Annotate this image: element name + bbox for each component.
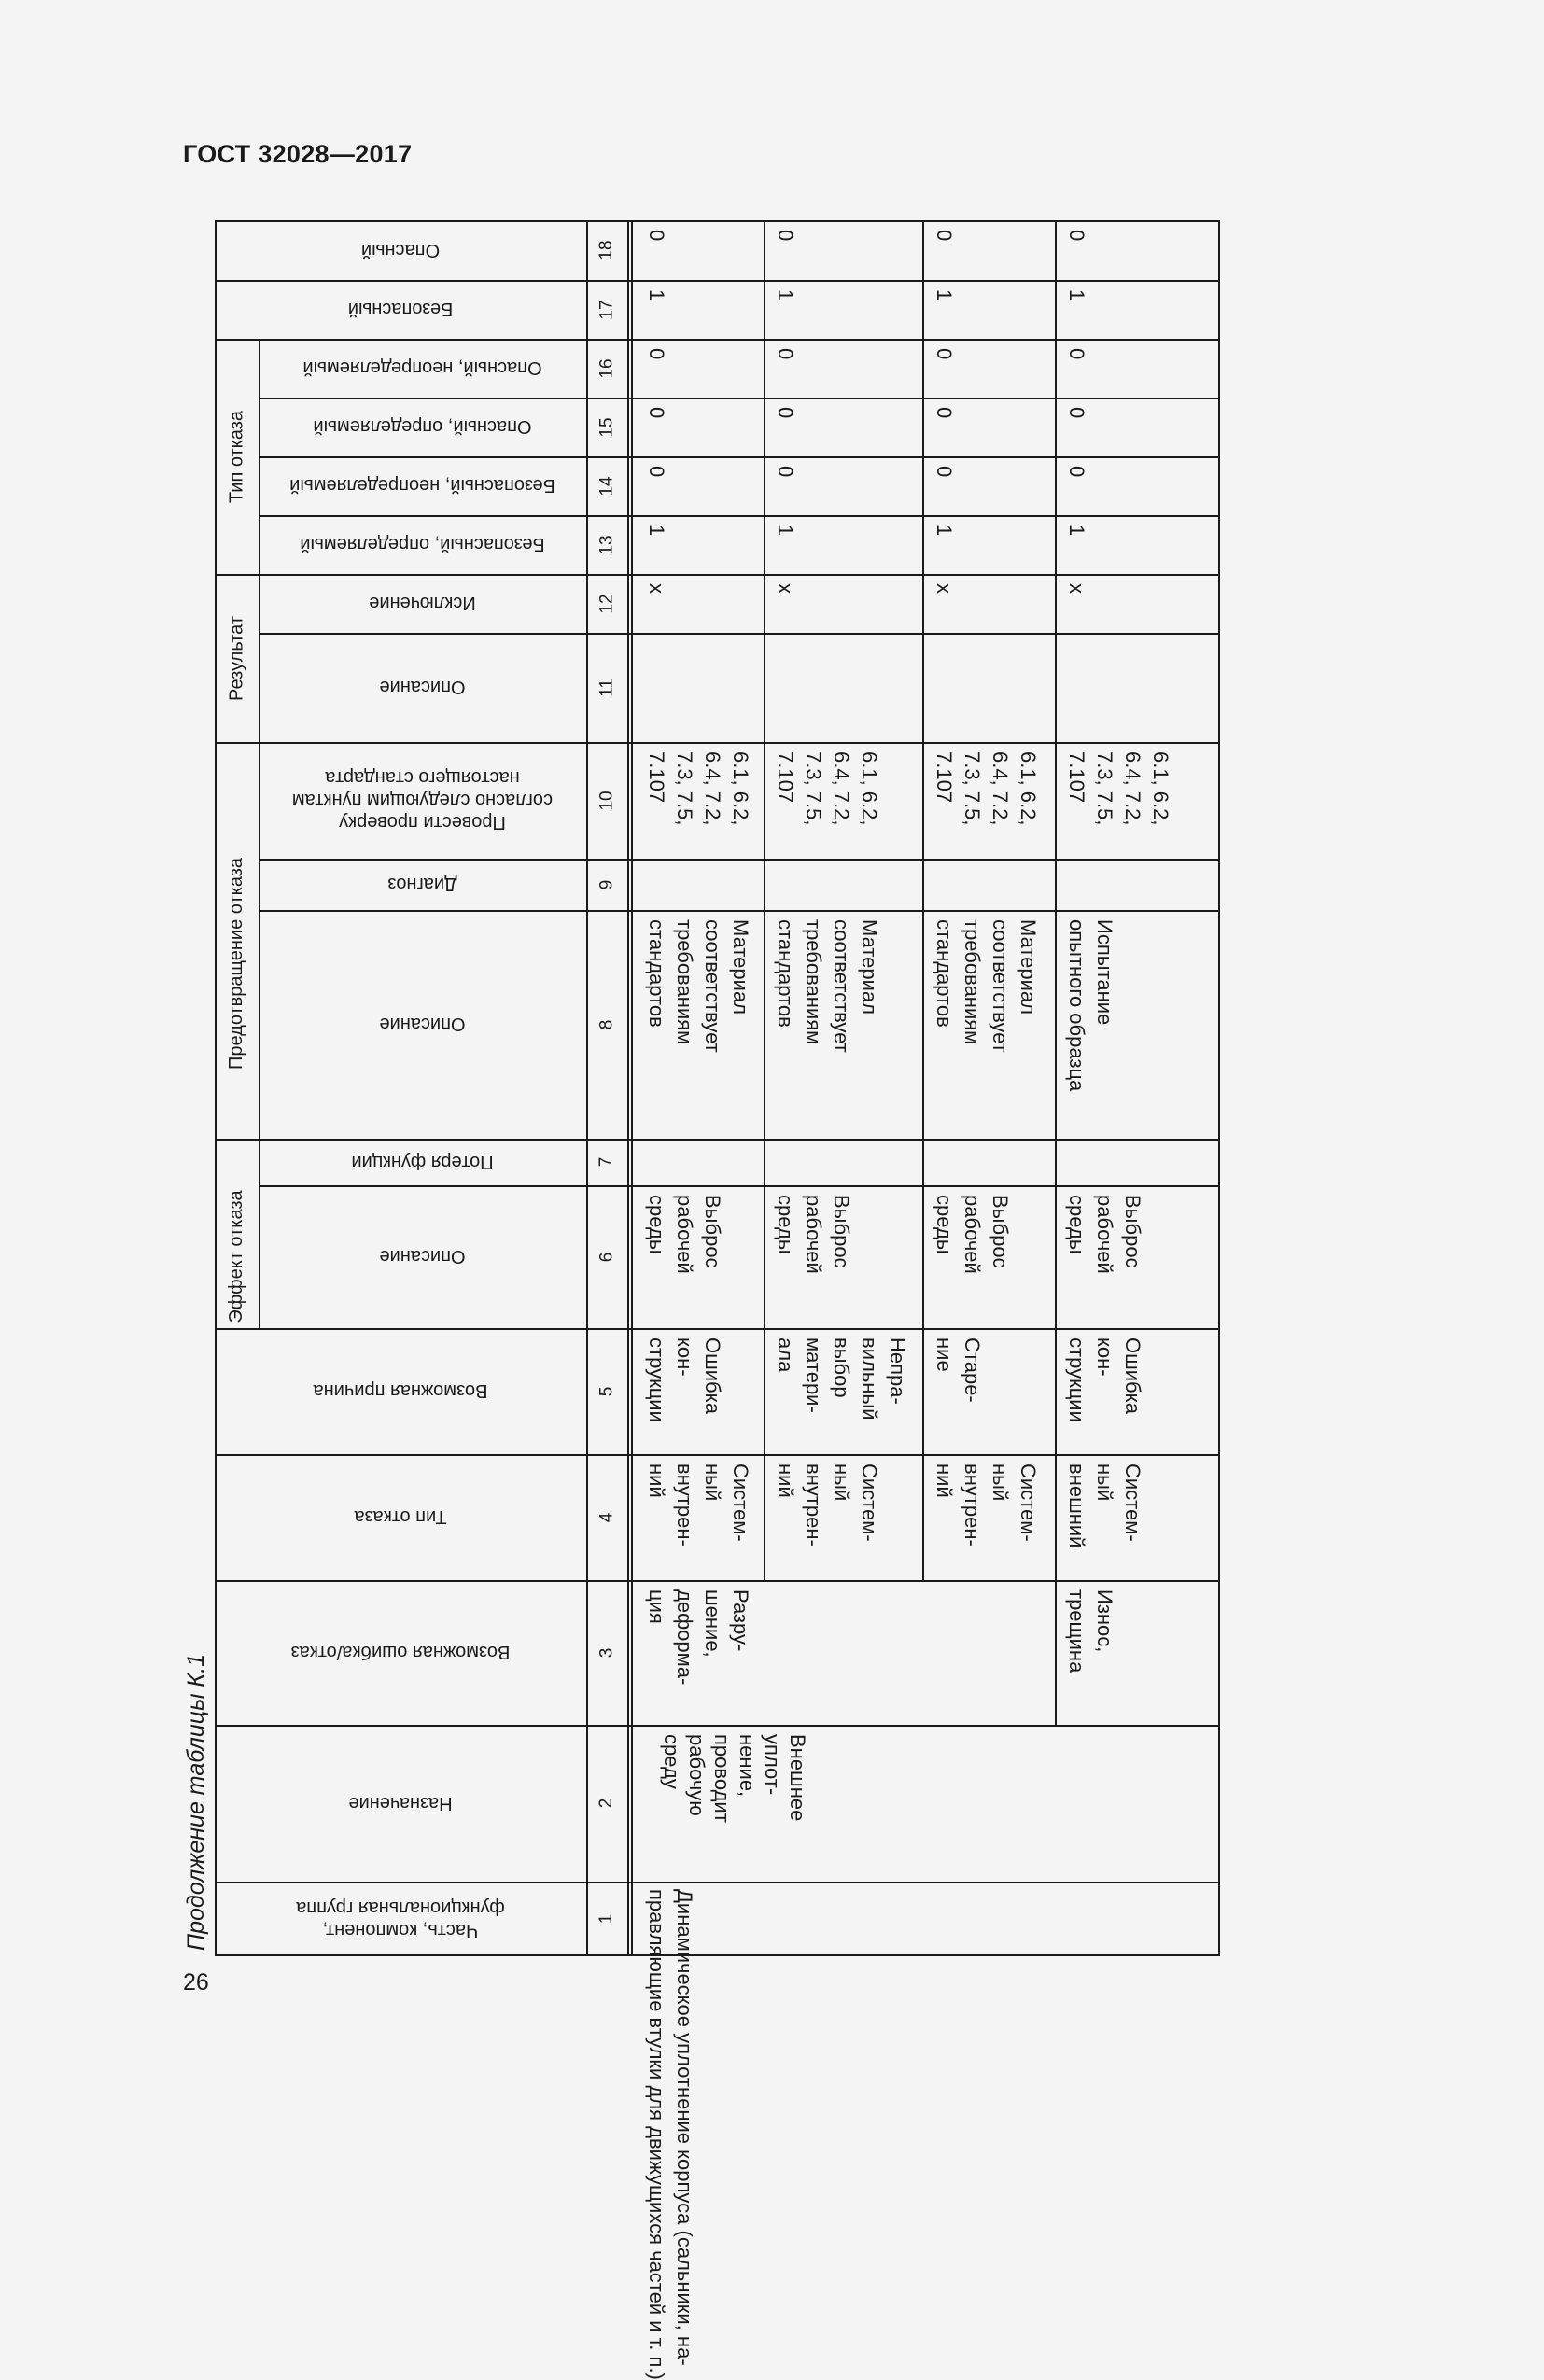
column-number-15: 15 [597, 416, 616, 438]
cell-r3-c10: 6.1, 6.2, 6.4, 7.2, 7.3, 7.5, 7.107 [933, 751, 1040, 826]
group-label-result: Результат [226, 615, 246, 701]
cell-r2-c10: 6.1, 6.2, 6.4, 7.2, 7.3, 7.5, 7.107 [774, 751, 881, 826]
number-separator-b [631, 220, 633, 1956]
column-header-8: Описание [379, 1014, 466, 1035]
cell-r2-c16: 0 [774, 348, 797, 360]
cell-r4-c10: 6.1, 6.2, 6.4, 7.2, 7.3, 7.5, 7.107 [1065, 751, 1172, 826]
group-label-failure-type: Тип отказа [226, 410, 246, 503]
column-header-5: Возможная причина [313, 1380, 488, 1402]
column-number-18: 18 [597, 240, 616, 260]
cell-r2-c8: Материал соответствует требованиям стандартов [774, 919, 881, 1053]
column-number-4: 4 [597, 1512, 616, 1522]
column-header-2: Назначение [348, 1793, 453, 1813]
cell-r4-c8: Испытание опытного образца [1065, 919, 1116, 1092]
column-header-14: Безопасный, неопределяемый [289, 475, 555, 497]
cell-r3-c4: Систем- ный внутрен- ний [933, 1463, 1040, 1547]
row-separator-2 [922, 220, 924, 1580]
cell-r4-c5: Ошибка кон- струкции [1065, 1337, 1144, 1422]
cell-r4-c18: 0 [1065, 230, 1088, 242]
column-number-3: 3 [597, 1647, 616, 1658]
cell-r1-c16: 0 [645, 348, 668, 360]
cell-error-destruction: Разру- шение, деформа- ция [645, 1589, 752, 1686]
row-separator-1 [764, 220, 765, 1580]
column-number-16: 16 [597, 357, 616, 379]
cell-r2-c15: 0 [774, 407, 797, 419]
column-header-6: Описание [379, 1246, 466, 1267]
cell-r3-c8: Материал соответствует требованиям стандартов [933, 919, 1040, 1053]
rotated-table [215, 220, 1220, 2380]
cell-r2-c14: 0 [774, 466, 797, 478]
column-number-10: 10 [597, 790, 616, 811]
column-number-14: 14 [597, 475, 616, 497]
cell-r4-c4: Систем- ный внешний [1065, 1463, 1144, 1548]
cell-r4-c6: Выброс рабочей среды [1065, 1195, 1144, 1274]
cell-r1-c10: 6.1, 6.2, 6.4, 7.2, 7.3, 7.5, 7.107 [645, 751, 752, 826]
cell-r4-c16: 0 [1065, 348, 1088, 360]
table-caption: Продолжение таблицы К.1 [183, 1654, 209, 1951]
cell-r3-c5: Старе- ние [933, 1337, 984, 1403]
column-number-5: 5 [597, 1386, 616, 1396]
cell-r2-c12: x [774, 583, 797, 594]
cell-component: Динамическое уплотнение корпуса (сальники, на- правляющие втулки для движущихся частей и т. п.) [645, 1889, 696, 2380]
column-header-17: Безопасный [347, 299, 454, 320]
table-border-right [1218, 220, 1220, 1956]
cell-r4-c13: 1 [1065, 525, 1088, 537]
cell-r4-c12: x [1065, 583, 1088, 594]
column-header-16: Опасный, неопределяемый [302, 357, 542, 379]
cell-error-wear: Износ, трещина [1065, 1589, 1116, 1673]
group-label-failure-effect: Эффект отказа [226, 1190, 246, 1323]
cell-r3-c12: x [933, 583, 956, 594]
page-number: 26 [183, 1969, 209, 1995]
cell-r1-c14: 0 [645, 466, 668, 478]
cell-r1-c12: x [645, 583, 668, 594]
cell-r2-c13: 1 [774, 525, 797, 537]
column-header-3: Возможная ошибка/отказ [290, 1642, 511, 1663]
cell-r4-c17: 1 [1065, 289, 1088, 301]
cell-r1-c13: 1 [645, 525, 668, 537]
column-number-7: 7 [597, 1156, 616, 1168]
cell-r4-c15: 0 [1065, 407, 1088, 419]
column-header-11: Описание [379, 677, 466, 698]
cell-r2-c18: 0 [774, 230, 797, 242]
column-number-12: 12 [597, 593, 616, 614]
column-header-12: Исключение [369, 593, 476, 614]
row-separator-col3 [1055, 1580, 1057, 1725]
column-header-15: Опасный, определяемый [313, 416, 532, 438]
column-number-13: 13 [597, 534, 616, 555]
cell-r3-c14: 0 [933, 466, 956, 478]
cell-r1-c4: Систем- ный внутрен- ний [645, 1463, 752, 1547]
column-number-2: 2 [597, 1798, 616, 1809]
cell-r3-c15: 0 [933, 407, 956, 419]
cell-r4-c14: 0 [1065, 466, 1088, 478]
cell-r2-c4: Систем- ный внутрен- ний [774, 1463, 881, 1547]
column-number-9: 9 [597, 879, 616, 889]
cell-purpose: Внешнее уплот- нение, проводит рабочую среду [660, 1734, 809, 1823]
column-header-7: Потеря функции [351, 1152, 494, 1172]
column-header-18: Опасный [360, 240, 441, 260]
cell-r1-c17: 1 [645, 289, 668, 301]
column-number-8: 8 [597, 1019, 616, 1029]
column-number-1: 1 [597, 1913, 616, 1925]
column-header-9: Диагноз [387, 874, 457, 895]
cell-r3-c18: 0 [933, 230, 956, 242]
cell-r3-c16: 0 [933, 348, 956, 360]
column-header-1: Часть, компонент, функциональная группа [296, 1897, 505, 1940]
cell-r1-c18: 0 [645, 230, 668, 242]
cell-r1-c5: Ошибка кон- струкции [645, 1337, 724, 1422]
column-header-4: Тип отказа [354, 1506, 447, 1528]
column-number-17: 17 [597, 299, 616, 320]
document-header: ГОСТ 32028—2017 [183, 140, 413, 168]
column-header-10: Провести проверку согласно следующим пунктам настоящего стандарта [291, 767, 554, 833]
cell-r3-c13: 1 [933, 525, 956, 537]
cell-r3-c6: Выброс рабочей среды [933, 1195, 1012, 1274]
column-number-11: 11 [597, 678, 616, 697]
group-label-prevention: Предотвращение отказа [226, 857, 246, 1071]
cell-r3-c17: 1 [933, 289, 956, 301]
cell-r2-c5: Непра- вильный выбор матери- ала [774, 1337, 909, 1421]
cell-r1-c8: Материал соответствует требованиям стандартов [645, 919, 752, 1053]
column-number-6: 6 [597, 1252, 616, 1262]
column-header-13: Безопасный, определяемый [300, 534, 545, 555]
cell-r1-c15: 0 [645, 407, 668, 419]
cell-r1-c6: Выброс рабочей среды [645, 1195, 724, 1274]
row-separator-3 [1055, 220, 1057, 1580]
cell-r2-c17: 1 [774, 289, 797, 301]
cell-r2-c6: Выброс рабочей среды [774, 1195, 853, 1274]
